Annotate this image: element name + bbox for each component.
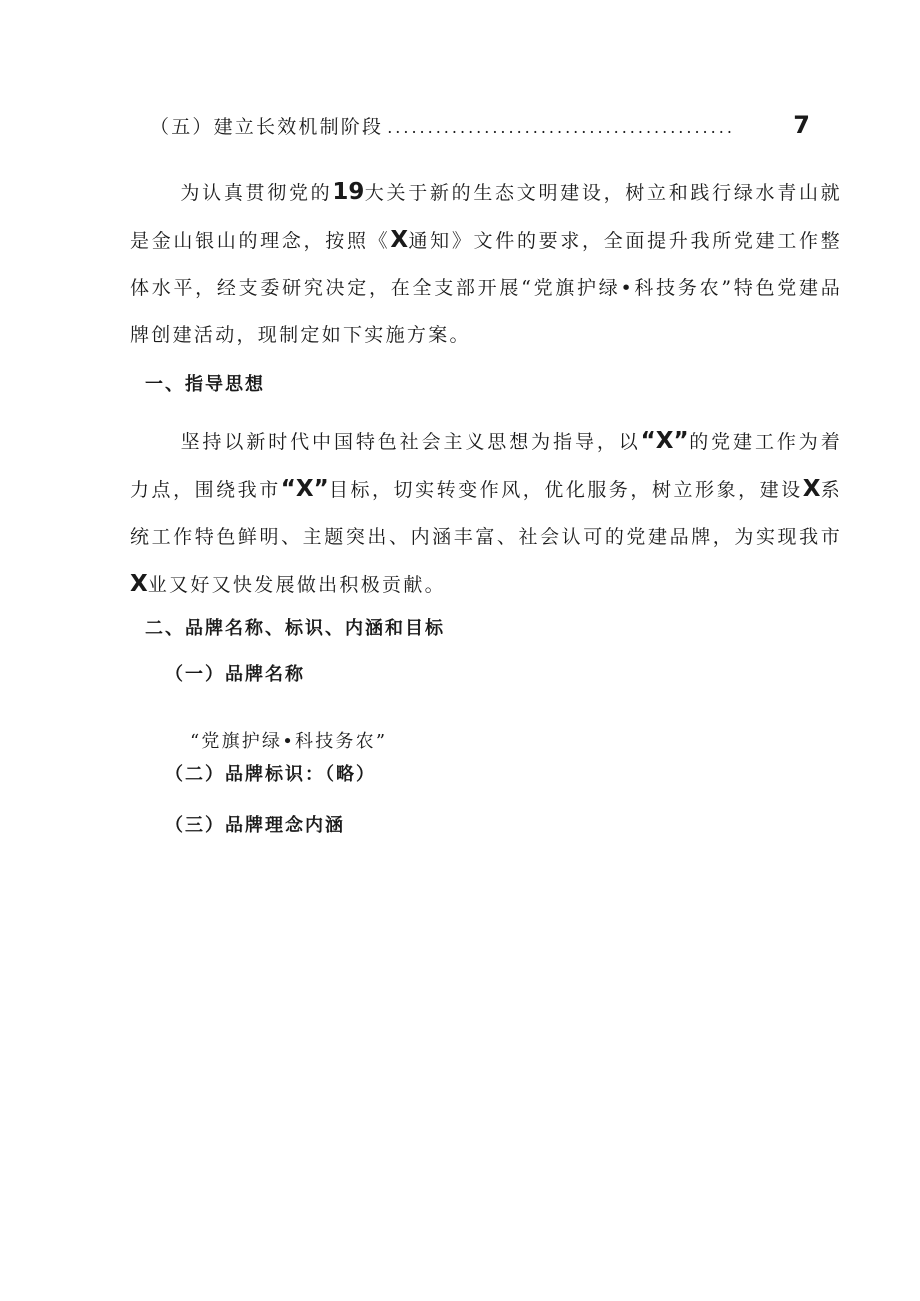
subheading-brand-concept: （三）品牌理念内涵 xyxy=(165,815,345,836)
toc-entry-label: （五）建立长效机制阶段 xyxy=(150,116,384,138)
toc-entry[interactable] xyxy=(150,111,810,139)
ideology-quote-1: “X” xyxy=(640,428,689,454)
intro-x-placeholder: X xyxy=(390,227,409,253)
guiding-ideology-paragraph xyxy=(130,418,842,609)
ideology-text-4: 系统工作特色鲜明、主题突出、内涵丰富、社会认可的党建品牌，为实现我市 xyxy=(130,479,842,548)
toc-leader-dots: ........................................... xyxy=(387,118,735,137)
ideology-text-3: 目标，切实转变作风，优化服务，树立形象，建设 xyxy=(328,479,803,501)
brand-name-text: “党旗护绿•科技务农” xyxy=(190,731,388,752)
section-heading-brand: 二、品牌名称、标识、内涵和目标 xyxy=(145,618,445,639)
intro-paragraph xyxy=(130,169,842,359)
ideology-text-1: 坚持以新时代中国特色社会主义思想为指导，以 xyxy=(180,431,641,453)
intro-text-1: 为认真贯彻党的 xyxy=(180,182,333,204)
section-heading-guiding-ideology: 一、指导思想 xyxy=(145,374,265,395)
intro-number: 19 xyxy=(332,179,365,205)
subheading-brand-name: （一）品牌名称 xyxy=(165,664,305,685)
ideology-quote-2: “X” xyxy=(280,476,329,502)
toc-page-number: 7 xyxy=(793,111,810,139)
ideology-text-5: 业又好又快发展做出积极贡献。 xyxy=(147,574,446,596)
subheading-brand-logo: （二）品牌标识：（略） xyxy=(165,764,376,785)
intro-text-2: 大关于新的生态文明建设，树立和践行绿水青山就是金山银山的理念，按照《 xyxy=(130,182,842,252)
intro-text-3: 通知》文件的要求，全面提升我所党建工作整体水平，经支委研究决定，在全支部开展“党旗护绿•科技务农”特色党建品牌创建活动，现制定如下实施方案。 xyxy=(130,230,842,346)
ideology-x-1: X xyxy=(802,476,821,502)
ideology-x-2: X xyxy=(130,571,148,597)
ideology-text-2: 的党建工作为着力点，围绕我市 xyxy=(130,431,842,501)
